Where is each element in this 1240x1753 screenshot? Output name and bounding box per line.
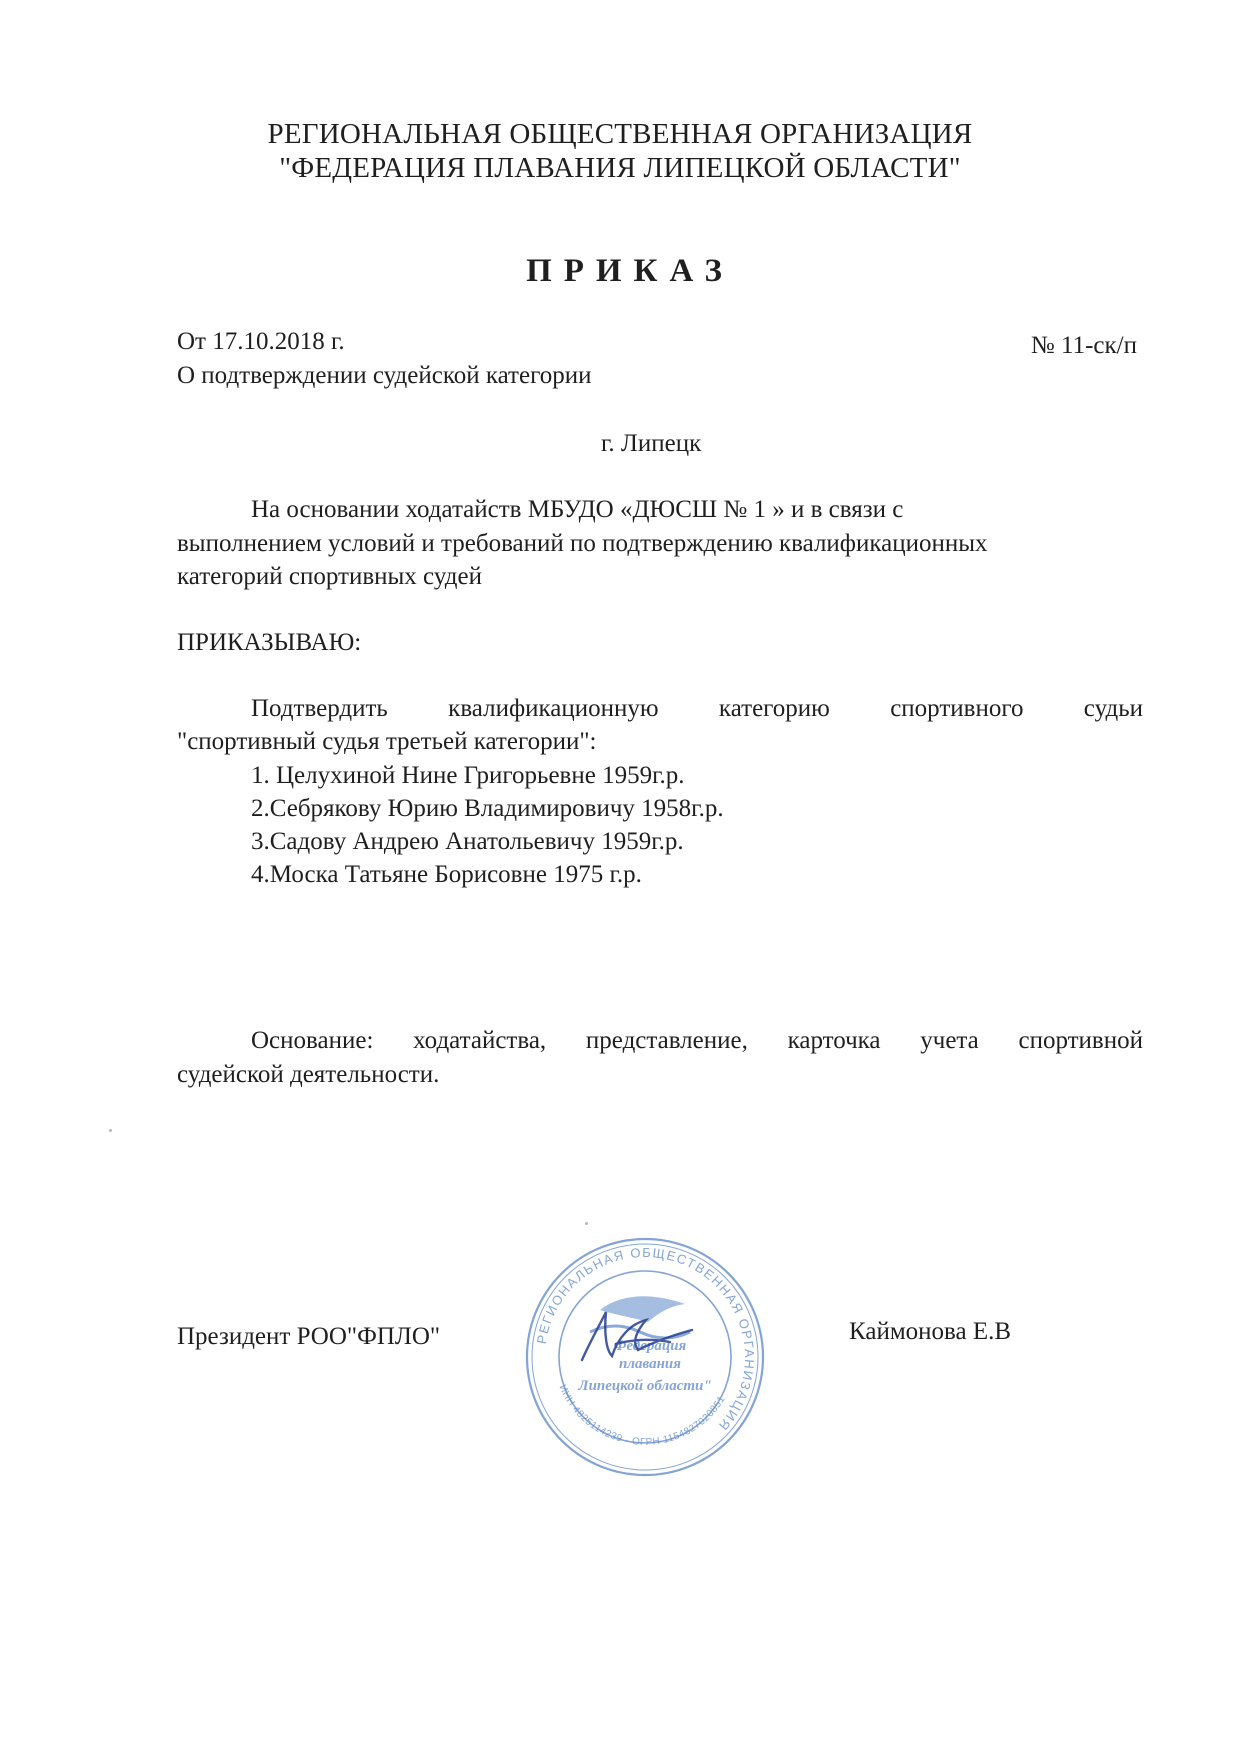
order-date: От 17.10.2018 г.: [177, 328, 345, 355]
basis-line-2: судейской деятельности.: [177, 1061, 440, 1088]
judge-list-item-3: 3.Садову Андрею Анатольевичу 1959г.р.: [251, 828, 684, 855]
document-title: ПРИКАЗ: [526, 253, 734, 289]
seal-center-line2: плавания: [618, 1356, 682, 1372]
judge-list-item-1: 1. Целухиной Нине Григорьевне 1959г.р.: [251, 762, 685, 789]
seal-bottom-text: ИНН 4825114239 · ОГРН 1154827020851: [556, 1383, 728, 1448]
basis-line-1: Основание: ходатайства, представление, карточка учета спортивной: [251, 1027, 1143, 1054]
seal-ring-text: РЕГИОНАЛЬНАЯ ОБЩЕСТВЕННАЯ ОРГАНИЗАЦИЯ: [533, 1244, 758, 1435]
order-line-1: Подтвердить квалификационную категорию спортивного судьи: [251, 695, 1143, 722]
seal-stamp: [520, 1232, 770, 1482]
order-city: г. Липецк: [601, 430, 702, 457]
signature-name: Каймонова Е.В: [849, 1318, 1012, 1345]
preamble-line-3: категорий спортивных судей: [177, 563, 482, 590]
scan-speck: [585, 1222, 588, 1225]
judge-list-item-2: 2.Себрякову Юрию Владимировичу 1958г.р.: [251, 795, 724, 822]
preamble-line-1: На основании ходатайств МБУДО «ДЮСШ № 1 » и в связи с: [251, 496, 904, 523]
org-name-line1: РЕГИОНАЛЬНАЯ ОБЩЕСТВЕННАЯ ОРГАНИЗАЦИЯ: [267, 118, 973, 150]
order-number: № 11-ск/п: [1030, 332, 1137, 359]
seal-center-line1: Федерация: [613, 1338, 687, 1354]
scan-speck: [109, 1129, 112, 1132]
judge-list-item-4: 4.Моска Татьяне Борисовне 1975 г.р.: [251, 861, 642, 888]
preamble-line-2: выполнением условий и требований по подтверждению квалификационных: [177, 530, 988, 557]
signature-position: Президент РОО"ФПЛО": [177, 1323, 441, 1350]
order-subject: О подтверждении судейской категории: [177, 362, 592, 389]
order-line-2: "спортивный судья третьей категории":: [177, 728, 597, 755]
org-name-line2: "ФЕДЕРАЦИЯ ПЛАВАНИЯ ЛИПЕЦКОЙ ОБЛАСТИ": [279, 152, 961, 184]
order-word: ПРИКАЗЫВАЮ:: [177, 629, 362, 656]
seal-center-line3: Липецкой области": [578, 1378, 712, 1394]
